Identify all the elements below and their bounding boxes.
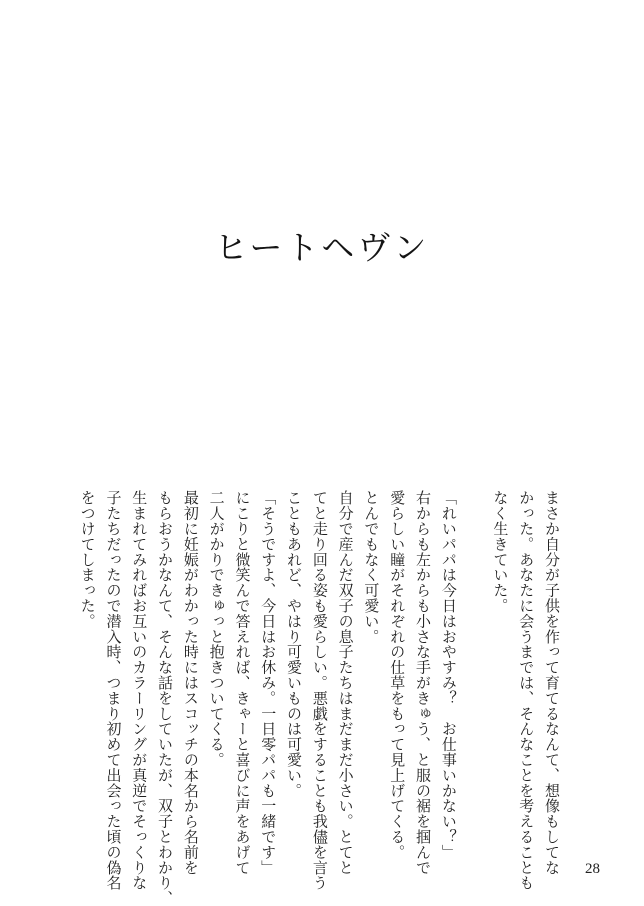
body-line: とんでもなく可愛い。 (362, 490, 381, 644)
page-number: 28 (585, 861, 600, 877)
body-line: 右からも左からも小さな手がきゅう、と服の裾を掴んで (414, 490, 433, 875)
body-line: まさか自分が子供を作って育てるなんて、想像もしてな (543, 490, 561, 875)
body-line: なく生きていた。 (491, 490, 510, 614)
vertical-body-text (74, 490, 564, 906)
body-line: 最初に妊娠がわかった時にはスコッチの本名から名前を (181, 490, 200, 875)
body-line: にこりと微笑んで答えれば、きゃーと喜びに声をあげて (233, 490, 252, 875)
body-line: かった。あなたに会うまでは、そんなことを考えることも (517, 490, 536, 891)
body-line: 子たちだったので潜入時、つまり初めて出会った頃の偽名 (104, 490, 123, 891)
body-line: 生まれてみればお互いのカラーリングが真逆でそっくりな (130, 490, 149, 891)
body-line: こともあれど、やはり可愛いものは可愛い。 (285, 490, 304, 798)
body-line: てと走り回る姿も愛らしい。悪戯をすることも我儘を言う (310, 490, 329, 891)
body-line: をつけてしまった。 (78, 490, 97, 629)
body-line: 「そうですよ、今日はお休み。一日零パパも一緒です」 (259, 490, 278, 875)
body-line: もらおうかなんて、そんな話をしていたが、双子とわかり、 (156, 490, 175, 906)
chapter-title: ヒートヘヴン (214, 228, 430, 267)
body-line: 愛らしい瞳がそれぞれの仕草をもって見上げてくる。 (388, 490, 407, 860)
body-line: 「れいパパは今日はおやすみ？ お仕事いかない？」 (439, 490, 458, 860)
body-line: 自分で産んだ双子の息子たちはまだまだ小さい。とてと (336, 490, 355, 875)
body-line (461, 490, 487, 852)
body-line: 二人がかりできゅっと抱きついてくる。 (207, 490, 226, 768)
